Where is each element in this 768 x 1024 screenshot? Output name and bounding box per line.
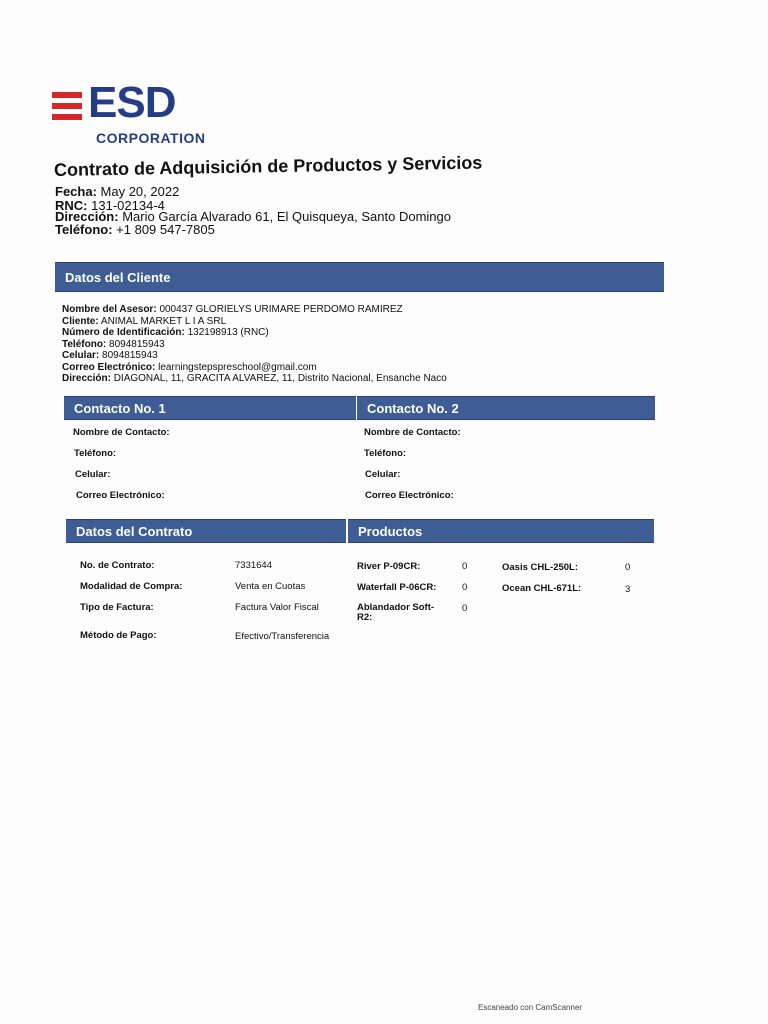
contrato-row-value: Factura Valor Fiscal — [235, 602, 319, 613]
cliente-section-title: Datos del Cliente — [65, 269, 171, 285]
contrato-row-value: Venta en Cuotas — [235, 581, 306, 592]
contrato-row-label: Tipo de Factura: — [80, 602, 154, 613]
contrato-section-header — [66, 519, 346, 543]
cliente-row: Correo Electrónico: learningstepspreschool@gmail.com — [62, 361, 317, 373]
scanner-footer: Escaneado con CamScanner — [478, 1003, 583, 1012]
cliente-row: Cliente: ANIMAL MARKET L I A SRL — [62, 315, 227, 327]
contacto1-title: Contacto No. 1 — [74, 400, 166, 416]
contacto1-nombre-label: Nombre de Contacto: — [73, 427, 170, 438]
producto-label: Ocean CHL-671L: — [502, 583, 582, 594]
document-title: Contrato de Adquisición de Productos y Servicios — [53, 152, 483, 180]
logo-stripes — [52, 92, 82, 126]
direccion-value: Mario García Alvarado 61, El Quisqueya, Santo Domingo — [122, 209, 451, 224]
cliente-row: Dirección: DIAGONAL, 11, GRACITA ALVAREZ, 11, Distrito Nacional, Ensanche Naco — [62, 373, 447, 384]
fecha-value: May 20, 2022 — [100, 184, 180, 199]
contrato-row-label: Modalidad de Compra: — [80, 581, 183, 592]
producto-qty: 3 — [625, 584, 631, 595]
contacto1-telefono-label: Teléfono: — [74, 448, 117, 459]
contacto2-celular-label: Celular: — [365, 469, 401, 480]
producto-qty: 0 — [462, 561, 468, 572]
direccion-label: Dirección: — [55, 209, 119, 224]
contrato-row-value: Efectivo/Transferencia — [235, 631, 330, 642]
cliente-details — [62, 304, 447, 385]
contacto2-telefono-label: Teléfono: — [364, 448, 407, 459]
producto-label: Waterfall P-06CR: — [357, 582, 437, 593]
productos-section-header — [348, 519, 654, 543]
contrato-row-value: 7331644 — [235, 560, 272, 571]
contacto2-nombre-label: Nombre de Contacto: — [364, 427, 461, 438]
producto-qty: 0 — [462, 603, 468, 614]
cliente-row: Número de Identificación: 132198913 (RNC) — [62, 327, 269, 338]
contacto1-header — [64, 396, 356, 420]
company-logo — [52, 78, 222, 150]
header-telefono — [55, 222, 215, 237]
contrato-row-label: No. de Contrato: — [80, 560, 155, 571]
productos-section-title: Productos — [358, 523, 423, 539]
producto-label: River P-09CR: — [357, 561, 421, 572]
contacto1-celular-label: Celular: — [75, 469, 111, 480]
cliente-row: Celular: 8094815943 — [62, 350, 158, 361]
producto-label: Ablandador Soft- R2: — [357, 602, 435, 623]
contacto2-header — [357, 396, 655, 420]
rnc-label: RNC: — [55, 198, 88, 213]
telefono-value: +1 809 547-7805 — [116, 222, 215, 237]
fecha-label: Fecha: — [55, 184, 97, 199]
rnc-value: 131-02134-4 — [91, 198, 165, 213]
cliente-section-header — [55, 262, 664, 292]
contacto2-title: Contacto No. 2 — [367, 400, 459, 416]
telefono-label: Teléfono: — [55, 222, 113, 237]
logo-name: ESD — [88, 78, 176, 127]
producto-qty: 0 — [625, 562, 631, 573]
contrato-section-title: Datos del Contrato — [76, 523, 193, 539]
producto-qty: 0 — [462, 582, 468, 593]
producto-label: Oasis CHL-250L: — [502, 562, 579, 573]
cliente-row: Teléfono: 8094815943 — [62, 338, 165, 350]
cliente-row: Nombre del Asesor: 000437 GLORIELYS URIMARE PERDOMO RAMIREZ — [62, 304, 403, 315]
contrato-row-label: Método de Pago: — [80, 630, 157, 641]
contacto2-correo-label: Correo Electrónico: — [365, 490, 454, 501]
header-fecha — [55, 184, 179, 199]
contacto1-correo-label: Correo Electrónico: — [76, 490, 165, 501]
logo-subtitle: CORPORATION — [96, 130, 206, 146]
